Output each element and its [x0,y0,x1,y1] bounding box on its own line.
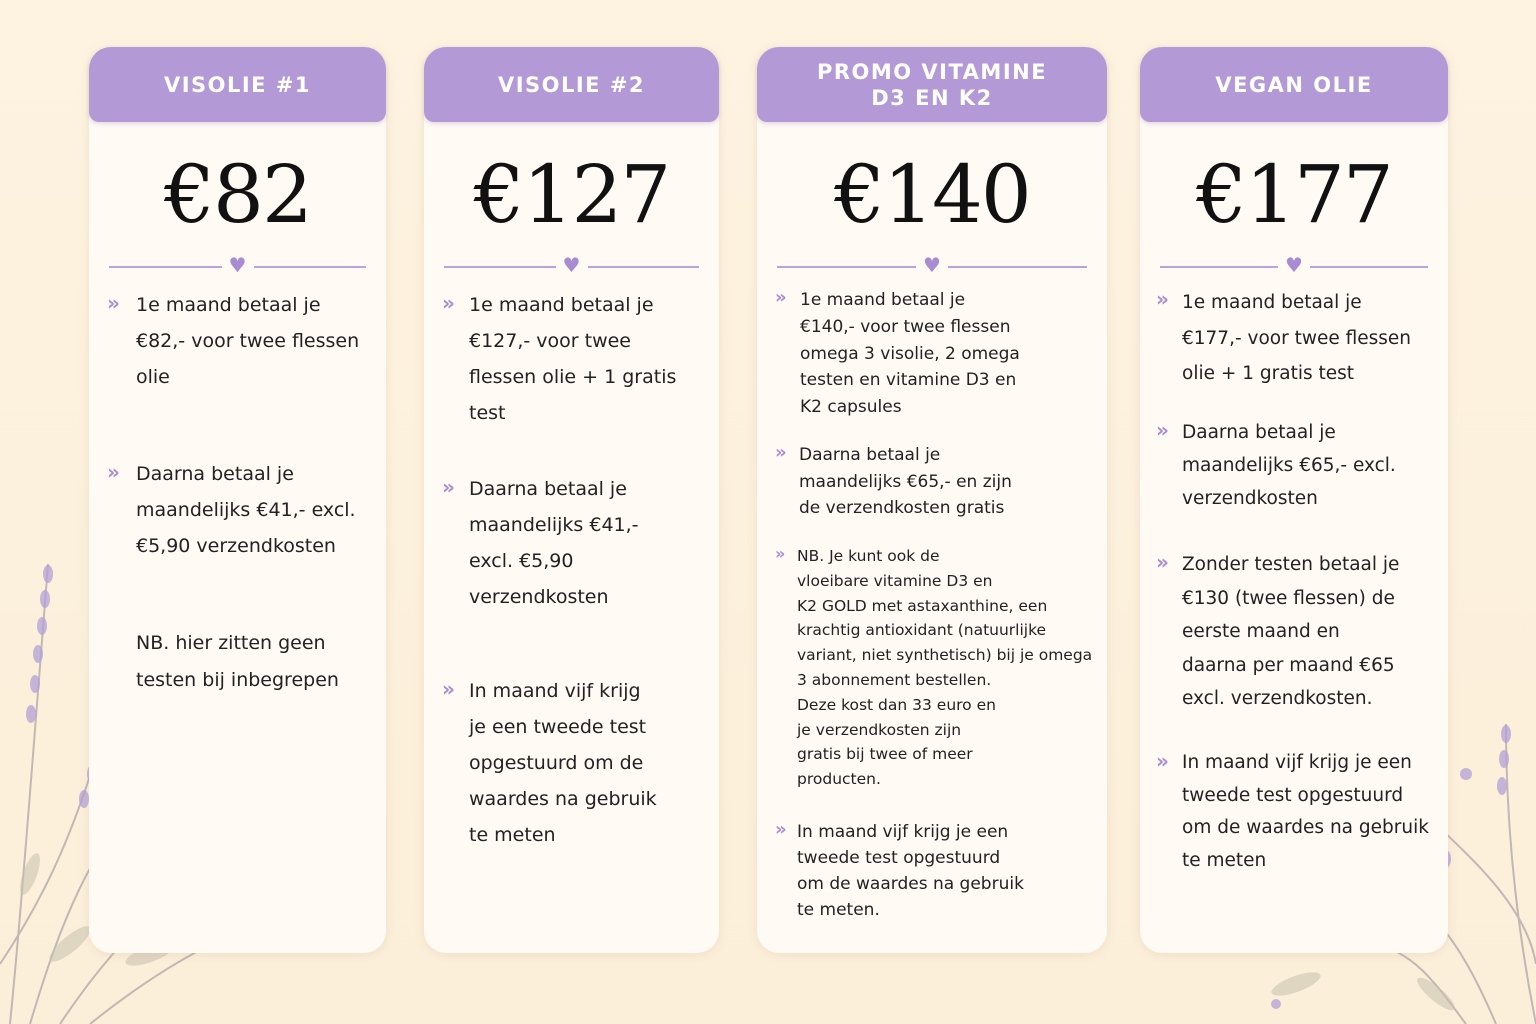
item-line: verzendkosten [1182,488,1318,509]
item-line: krachtig antioxidant (natuurlijke [797,621,1047,640]
card-header [757,47,1107,122]
item-line: 1e maand betaal je [136,294,321,316]
card-price: €127 [473,148,670,241]
item-line: de verzendkosten gratis [799,498,1005,518]
item-line: vloeibare vitamine D3 en [797,571,993,590]
divider [444,253,699,277]
item-line: omega 3 visolie, 2 omega [800,343,1020,364]
divider [777,253,1087,277]
item-line: tweede test opgestuurd [797,848,1001,868]
item-line: je een tweede test [469,716,647,738]
heart-icon: ♥ [562,253,581,277]
double-chevron-right-icon: » [442,475,455,499]
card-price: €82 [164,148,311,241]
item-line: olie [136,366,170,388]
item-line: In maand vijf krijg je een [797,822,1009,842]
card-price: €140 [834,148,1030,241]
item-line: maandelijks €41,- excl. [136,499,356,521]
heart-icon: ♥ [228,253,247,277]
item-line: K2 GOLD met astaxanthine, een [797,596,1048,615]
double-chevron-right-icon: » [775,287,787,308]
divider [1160,253,1428,277]
double-chevron-right-icon: » [442,677,455,701]
item-line: gratis bij twee of meer [797,745,973,764]
card-title: VISOLIE #2 [497,72,646,97]
item-line: €140,- voor twee flessen [800,316,1011,337]
item-line: maandelijks €65,- en zijn [799,471,1012,492]
item-line: eerste maand en [1182,621,1340,642]
item-line: te meten [1182,849,1267,871]
item-line: 3 abonnement bestellen. [797,670,992,689]
double-chevron-right-icon: » [775,544,786,563]
item-line: te meten [469,824,556,846]
double-chevron-right-icon: » [1156,749,1169,773]
item-line: opgestuurd om de [469,752,644,774]
item-line: Daarna betaal je [1182,422,1336,443]
item-line: Daarna betaal je [469,478,627,500]
item-line: excl. €5,90 [469,550,574,572]
heart-icon: ♥ [1285,253,1303,277]
item-line: Daarna betaal je [136,463,294,485]
double-chevron-right-icon: » [107,291,120,315]
item-line: producten. [797,770,881,789]
double-chevron-right-icon: » [775,442,787,463]
item-line: 1e maand betaal je [1182,292,1362,313]
item-line: variant, niet synthetisch) bij je omega [797,646,1093,665]
item-line: €130 (twee flessen) de [1182,587,1395,609]
item-line: Deze kost dan 33 euro en [797,695,996,714]
double-chevron-right-icon: » [1156,418,1169,442]
item-line: waardes na gebruik [469,788,657,810]
card-header [1140,47,1448,122]
item-line: daarna per maand €65 [1182,654,1395,676]
item-line: €5,90 verzendkosten [136,535,336,557]
pricing-card-visolie-1 [89,47,386,953]
item-line: testen bij inbegrepen [136,669,339,691]
card-header [89,47,386,122]
item-line: In maand vijf krijg je een [1182,752,1412,773]
pricing-card-vegan-olie [1140,47,1448,953]
item-line: €82,- voor twee flessen [136,330,360,352]
double-chevron-right-icon: » [1156,287,1169,311]
card-price: €177 [1196,148,1392,241]
item-line: olie + 1 gratis test [1182,363,1355,384]
pricing-card-promo-vitamine [757,47,1107,953]
card-header [424,47,719,122]
item-line: NB. hier zitten geen [136,632,326,654]
item-line: tweede test opgestuurd [1182,784,1404,806]
item-line: om de waardes na gebruik [1182,817,1429,838]
divider [109,253,366,277]
card-title: VISOLIE #1 [163,72,312,97]
item-line: K2 capsules [800,397,902,418]
item-line: maandelijks €65,- excl. [1182,455,1396,476]
item-line: excl. verzendkosten. [1182,688,1373,709]
item-line: te meten. [797,900,880,920]
card-title-line: D3 EN K2 [871,85,993,110]
item-line: In maand vijf krijg [469,680,641,702]
item-line: €127,- voor twee [469,330,632,352]
item-line: Zonder testen betaal je [1182,554,1400,575]
item-line: 1e maand betaal je [800,290,966,310]
item-line: flessen olie + 1 gratis [469,366,677,388]
double-chevron-right-icon: » [775,819,787,840]
item-line: verzendkosten [469,586,609,608]
double-chevron-right-icon: » [1156,550,1169,574]
item-line: €177,- voor twee flessen [1182,327,1412,349]
item-line: maandelijks €41,- [469,514,639,536]
card-title-line: PROMO VITAMINE [816,59,1048,84]
double-chevron-right-icon: » [442,291,455,315]
item-line: om de waardes na gebruik [797,874,1024,894]
pricing-card-visolie-2 [424,47,719,953]
item-line: Daarna betaal je [799,445,941,465]
item-line: test [469,402,506,424]
heart-icon: ♥ [923,253,941,277]
item-line: je verzendkosten zijn [797,720,962,739]
item-line: NB. Je kunt ook de [797,547,940,565]
item-line: 1e maand betaal je [469,294,654,316]
double-chevron-right-icon: » [107,460,120,484]
item-line: testen en vitamine D3 en [800,370,1017,391]
card-title: VEGAN OLIE [1215,72,1373,97]
